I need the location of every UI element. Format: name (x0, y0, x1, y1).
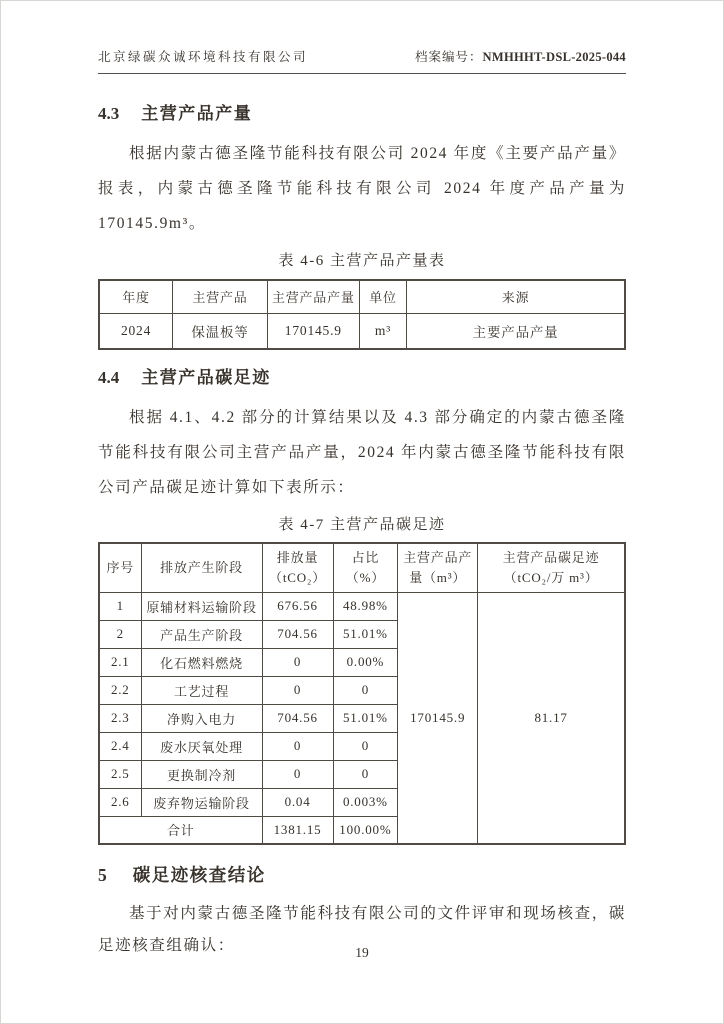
t46-header-unit: 单位 (359, 280, 406, 313)
t47-header-stage: 排放产生阶段 (141, 543, 262, 592)
t47-cell-emission: 0 (262, 760, 333, 788)
section-4-4-title: 主营产品碳足迹 (141, 368, 271, 387)
page-header (98, 1, 626, 74)
section-4-3-title: 主营产品产量 (141, 104, 253, 123)
table-4-6 (98, 279, 626, 350)
t47-cell-share: 0 (333, 760, 398, 788)
section-4-4-heading (98, 363, 626, 388)
header-file-number (415, 47, 626, 65)
t47-cell-share: 48.98% (333, 592, 398, 620)
table-4-7-caption: 表 4-7 主营产品碳足迹 (278, 517, 446, 533)
t47-cell-emission: 704.56 (262, 620, 333, 648)
t47-cell-no: 2.6 (99, 788, 141, 816)
t47-header-production (398, 543, 478, 592)
t47-cell-stage: 产品生产阶段 (141, 620, 262, 648)
t47-total-share: 100.00% (333, 816, 398, 844)
t47-cell-stage: 化石燃料燃烧 (141, 648, 262, 676)
t47-cell-share: 0.003% (333, 788, 398, 816)
table-4-7 (98, 542, 626, 845)
t47-cell-share: 0.00% (333, 648, 398, 676)
t47-header-no: 序号 (99, 543, 141, 592)
t47-header-share: 占比（%） (333, 543, 398, 592)
t47-header-footprint-line2: （tCO₂/万 m³） (503, 569, 599, 585)
t47-cell-share: 51.01% (333, 620, 398, 648)
t47-cell-no: 2.2 (99, 676, 141, 704)
t46-cell-product: 保温板等 (173, 313, 268, 349)
t47-header-production-line1: 主营产品产 (403, 549, 473, 565)
section-4-4-number: 4.4 (98, 368, 120, 387)
t47-cell-stage: 原辅材料运输阶段 (141, 592, 262, 620)
t47-cell-stage: 废弃物运输阶段 (141, 788, 262, 816)
t46-cell-source: 主要产品产量 (407, 313, 625, 349)
t47-cell-emission: 676.56 (262, 592, 333, 620)
section-5-heading (98, 862, 626, 887)
t47-cell-stage: 工艺过程 (141, 676, 262, 704)
t47-cell-share: 0 (333, 676, 398, 704)
t47-header-footprint-line1: 主营产品碳足迹 (502, 549, 600, 565)
t47-cell-no: 2.5 (99, 760, 141, 788)
file-number-value: NMHHHT-DSL-2025-044 (482, 50, 626, 64)
header-company-name: 北京绿碳众诚环境科技有限公司 (98, 50, 309, 64)
t47-cell-stage: 废水厌氧处理 (141, 732, 262, 760)
t47-cell-share: 51.01% (333, 704, 398, 732)
t47-header-production-line2: 量（m³） (409, 569, 467, 585)
t47-cell-no: 2 (99, 620, 141, 648)
t47-cell-emission: 0.04 (262, 788, 333, 816)
t47-merged-production: 170145.9 (398, 592, 478, 844)
t47-cell-emission: 0 (262, 676, 333, 704)
t47-merged-footprint: 81.17 (478, 592, 625, 844)
section-5-paragraph: 基于对内蒙古德圣隆节能科技有限公司的文件评审和现场核查，碳足迹核查组确认： (98, 905, 626, 954)
t47-header-footprint (478, 543, 625, 592)
page-number: 19 (355, 945, 369, 960)
t47-cell-stage: 净购入电力 (141, 704, 262, 732)
section-4-3-number: 4.3 (98, 104, 120, 123)
t47-cell-share: 0 (333, 732, 398, 760)
table-4-7-header-row (99, 543, 625, 592)
section-5-title: 碳足迹核查结论 (132, 865, 266, 885)
t47-cell-no: 2.4 (99, 732, 141, 760)
table-row (99, 592, 625, 620)
table-4-6-caption: 表 4-6 主营产品产量表 (278, 253, 446, 269)
t47-total-emission: 1381.15 (262, 816, 333, 844)
section-5-number: 5 (98, 865, 107, 885)
t47-total-label: 合计 (99, 816, 262, 844)
t47-cell-emission: 0 (262, 648, 333, 676)
page-content (1, 1, 723, 962)
t47-cell-no: 2.1 (99, 648, 141, 676)
t47-header-emission-line2: （tCO₂） (269, 569, 327, 585)
t47-header-emission (262, 543, 333, 592)
table-4-6-data-row (99, 313, 625, 349)
t46-cell-year: 2024 (99, 313, 173, 349)
t46-header-year: 年度 (99, 280, 173, 313)
t47-cell-no: 2.3 (99, 704, 141, 732)
t47-cell-no: 1 (99, 592, 141, 620)
section-4-3-heading (98, 99, 626, 124)
file-number-label: 档案编号： (415, 50, 483, 64)
t47-header-emission-line1: 排放量 (276, 549, 319, 565)
t47-cell-emission: 0 (262, 732, 333, 760)
section-4-4-paragraph: 根据 4.1、4.2 部分的计算结果以及 4.3 部分确定的内蒙古德圣隆节能科技有限公司主营产品产量，2024 年内蒙古德圣隆节能科技有限公司产品碳足迹计算如下表所示： (98, 409, 626, 496)
t46-header-product: 主营产品 (173, 280, 268, 313)
t46-header-source: 来源 (407, 280, 625, 313)
t46-header-output: 主营产品产量 (267, 280, 359, 313)
section-4-3-paragraph: 根据内蒙古德圣隆节能科技有限公司 2024 年度《主要产品产量》报表，内蒙古德圣隆节能科技有限公司 2024 年度产品产量为 170145.9m³。 (98, 145, 626, 232)
table-4-6-header-row (99, 280, 625, 313)
t47-cell-emission: 704.56 (262, 704, 333, 732)
t46-cell-output: 170145.9 (267, 313, 359, 349)
t46-cell-unit: m³ (359, 313, 406, 349)
t47-cell-stage: 更换制冷剂 (141, 760, 262, 788)
